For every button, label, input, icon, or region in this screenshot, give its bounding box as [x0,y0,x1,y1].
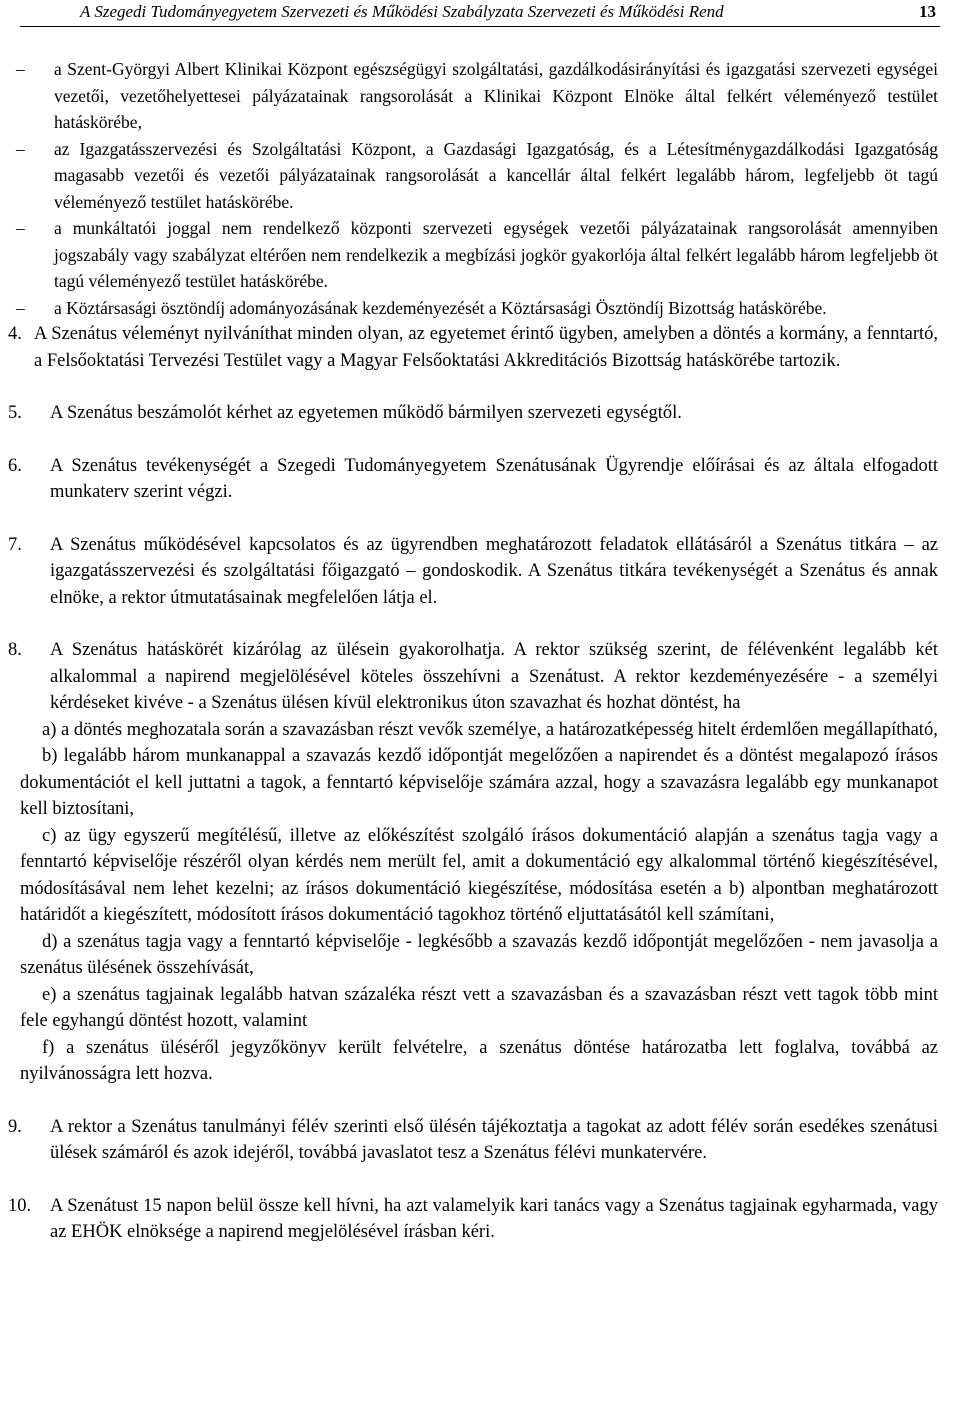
numbered-paragraph-8 [0,637,938,717]
sub-item-b: b) legalább három munkanappal a szavazás kezdő időpontját megelőzően a napirendet és a döntést megalapozó írásos dokumentációt el kell juttatni a tagok, a fenntartó képviselője számára azzal, hogy a szavazásra legalább egy munkanapot kell biztosítani, [20,746,938,819]
paragraph-text: A Szenátus beszámolót kérhet az egyetemen működő bármilyen szervezeti egységtől. [50,403,682,423]
paragraph-text: A Szenátus működésével kapcsolatos és az ügyrendben meghatározott feladatok ellátásáról a Szenátus titkára – az igazgatásszervezési és szolgáltatási főigazgató – gondoskodik. A Szenátus titkára tevékenységét a Szenátus és annak elnöke, a rektor útmutatásainak megfelelően látja el. [50,534,938,608]
header-title: A Szegedi Tudományegyetem Szervezeti és Működési Szabályzata Szervezeti és Működési Rend [80,2,724,21]
page-header [20,0,940,27]
sub-item-f: f) a szenátus üléséről jegyzőkönyv került felvételre, a szenátus döntése határozatba lett foglalva, továbbá az nyilvánosságra lett hozva. [20,1037,938,1084]
paragraph-number: 10. [8,1195,32,1216]
paragraph-number: 7. [8,534,22,555]
numbered-paragraph-5 [0,400,938,427]
dash-list-item: – a munkáltatói joggal nem rendelkező központi szervezeti egységek vezetői pályázatainak rangsorolását amennyiben jogszabály vagy szabályzat eltérően nem rendelkezik a megbízási jogkör gyakorlója által felkért legalább három legfeljebb öt tagú véleményező testület hatáskörébe. [54,215,938,295]
numbered-paragraph-9 [0,1114,938,1167]
dash-list-item: – a Szent-Györgyi Albert Klinikai Központ egészségügyi szolgáltatási, gazdálkodásirányítási és igazgatási szervezeti egységei vezetői, vezetőhelyettesei pályázatainak rangsorolását a Klinikai Központ Elnöke által felkért véleményező testület hatáskörébe, [54,56,938,136]
document-body [0,56,960,1246]
paragraph-number: 4. [8,324,22,344]
dash-list-item: – az Igazgatásszervezési és Szolgáltatási Központ, a Gazdasági Igazgatóság, és a Létesítménygazdálkodási Igazgatóság magasabb vezetői és vezetői pályázatainak rangsorolását a kancellár által felkért legalább három, legfeljebb öt tagú véleményező testület hatáskörébe. [54,136,938,216]
sub-item-e: e) a szenátus tagjainak legalább hatvan százaléka részt vett a szavazásban és a szavazásban részt vett tagok több mint fele egyhangú döntést hozott, valamint [20,984,938,1031]
numbered-paragraph-10 [0,1193,938,1246]
sub-item-c: c) az ügy egyszerű megítélésű, illetve az előkészítést szolgáló írásos dokumentáció alapján a szenátus tagja vagy a fenntartó képviselője részéről olyan kérdés nem merült fel, amit a dokumentáció egy alkalommal történő kiegészítésével, módosításával nem lehet kezelni; az írásos dokumentáció kiegészítése, módosítása esetén a b) alpontban meghatározott határidőt a kiegészített, módosított írásos dokumentáció tagokhoz történő eljuttatásától kell számítani, [20,825,938,925]
paragraph-text: A Szenátus tevékenységét a Szegedi Tudományegyetem Szenátusának Ügyrendje előírásai és az általa elfogadott munkaterv szerint végzi. [50,455,938,502]
paragraph-text: A rektor a Szenátus tanulmányi félév szerinti első ülésén tájékoztatja a tagokat az adott félév során esedékes szenátusi ülések számáról és azok idejéről, továbbá javaslatot tesz a Szenátus félévi munkatervére. [50,1116,938,1163]
paragraph-text: A Szenátus hatáskörét kizárólag az ülésein gyakorolhatja. A rektor szükség szerint, de félévenként legalább két alkalommal a napirend megjelölésével köteles összehívni a Szenátust. A rektor kezdeményezésére - a személyi kérdéseket kivéve - a Szenátus ülésen kívül elektronikus úton szavazhat és hozhat döntést, ha [50,640,938,713]
paragraph-number: 8. [8,640,22,660]
paragraph-number: 5. [8,403,22,423]
page-number: 13 [919,2,936,21]
sub-item-a: a) a döntés meghozatala során a szavazásban részt vevők személye, a határozatképesség hitelt érdemlően megállapítható, [42,719,938,740]
paragraph-text: A Szenátus véleményt nyilváníthat minden olyan, az egyetemet érintő ügyben, amelyben a döntés a kormány, a fenntartó, a Felsőoktatási Tervezési Testület vagy a Magyar Felsőoktatási Akkreditációs Bizottság hatáskörébe tartozik. [34,324,938,371]
numbered-paragraph-6 [0,453,938,506]
paragraph-text: A Szenátust 15 napon belül össze kell hívni, ha azt valamelyik kari tanács vagy a Szenátus tagjainak egyharmada, vagy az EHÖK elnöksége a napirend megjelölésével írásban kéri. [50,1195,938,1242]
numbered-paragraph-7 [0,532,938,612]
dash-list-item: – a Köztársasági ösztöndíj adományozásának kezdeményezését a Köztársasági Ösztöndíj Bizottság hatáskörébe. [54,295,938,322]
paragraph-number: 6. [8,455,22,476]
paragraph-number: 9. [8,1116,22,1137]
sub-item-d: d) a szenátus tagja vagy a fenntartó képviselője - legkésőbb a szavazás kezdő időpontját megelőzően - nem javasolja a szenátus ülésének összehívását, [20,931,938,978]
numbered-paragraph-4 [0,321,938,374]
